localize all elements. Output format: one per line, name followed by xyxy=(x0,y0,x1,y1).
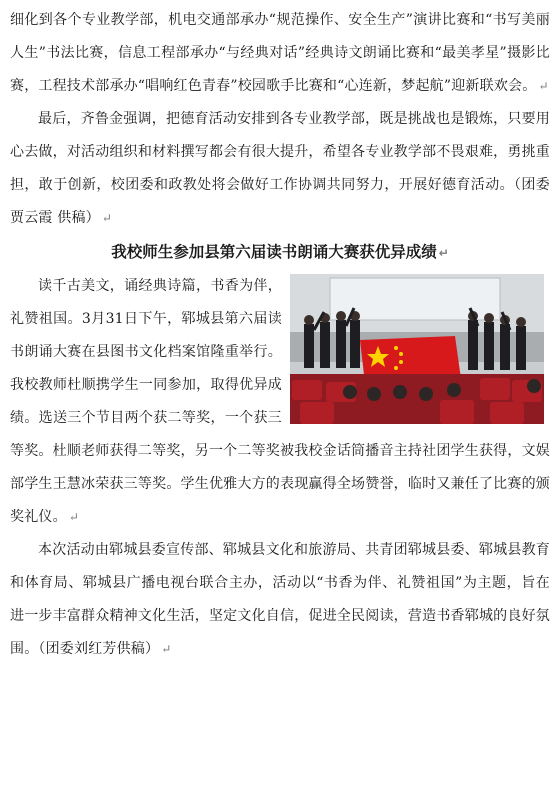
headline-text: 我校师生参加县第六届读书朗诵大赛获优异成绩 xyxy=(111,243,437,261)
paragraph-mark: ↵ xyxy=(538,79,549,93)
recitation-photo xyxy=(290,274,544,424)
paragraph-summary xyxy=(0,103,560,235)
paragraph-mark: ↵ xyxy=(438,246,449,260)
paragraph-text: 读千古美文，诵经典诗篇，书香为伴，礼赞祖国。3月31日下午，郓城县第六届读书朗诵大赛在县图书文化档案馆隆重举行。我校教师杜顺携学生一同参加，取得优异成绩。选送三个节目两个获二等奖，一个获三等奖。杜顺老师获得二等奖，另一个二等奖被我校金话筒播音主持社团学生获得，文娱部学生王慧冰荣获三等奖。学生优雅大方的表现赢得全场赞誉，临时又兼任了比赛的颁奖礼仪。 xyxy=(10,278,550,525)
paragraph-text: 细化到各个专业教学部，机电交通部承办“规范操作、安全生产”演讲比赛和“书写美丽人生”书法比赛，信息工程部承办“与经典对话”经典诗文朗诵比赛和“最美孝星”摄影比赛，工程技术部承办“唱响红色青春”校园歌手比赛和“心连新，梦起航”迎新联欢会。 xyxy=(10,12,550,94)
photo-recitation-stage-with-flag-icon xyxy=(290,274,544,424)
paragraph-activities xyxy=(0,4,560,103)
paragraph-mark: ↵ xyxy=(101,211,113,225)
paragraph-organizers xyxy=(0,534,560,666)
article-headline xyxy=(0,235,560,270)
paragraph-contest xyxy=(0,270,560,534)
paragraph-text: 本次活动由郓城县委宣传部、郓城县文化和旅游局、共青团郓城县委、郓城县教育和体育局、郓城县广播电视台联合主办，活动以“书香为伴、礼赞祖国”为主题，旨在进一步丰富群众精神文化生活，坚定文化自信，促进全民阅读，营造书香郓城的良好氛围。（团委刘红芳供稿） xyxy=(10,542,550,657)
paragraph-mark: ↵ xyxy=(68,510,80,524)
paragraph-text: 最后，齐鲁金强调，把德育活动安排到各专业教学部，既是挑战也是锻炼，只要用心去做，对活动组织和材料撰写都会有很大提升，希望各专业教学部不畏艰难，勇挑重担，敢于创新，校团委和政教处将会做好工作协调共同努力，开展好德育活动。（团委 贾云霞 供稿） xyxy=(10,111,550,226)
paragraph-mark: ↵ xyxy=(161,642,172,656)
